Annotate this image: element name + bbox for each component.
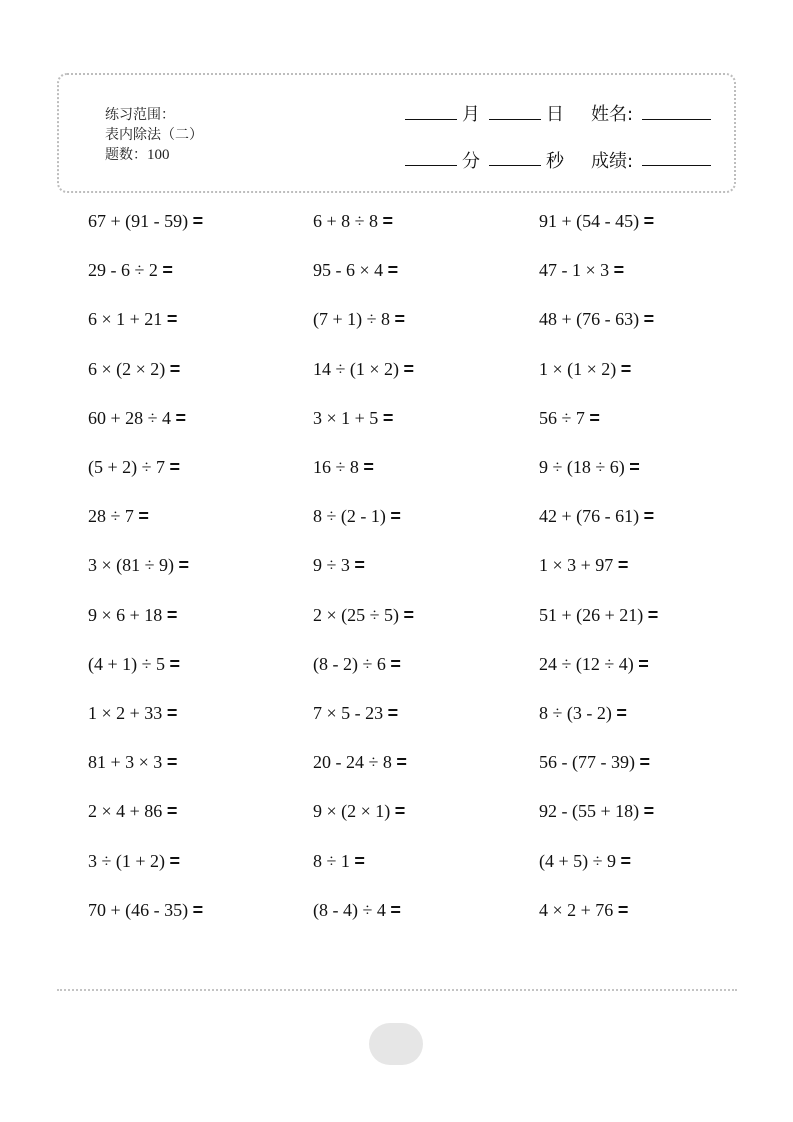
problem-item <box>313 359 414 379</box>
problem-item <box>539 309 654 329</box>
equals-sign: = <box>169 654 181 674</box>
minute-blank[interactable] <box>405 165 457 166</box>
problem-item <box>539 801 654 821</box>
problem-item <box>313 605 414 625</box>
problem-item <box>313 555 365 575</box>
equals-sign: = <box>620 851 632 871</box>
equals-sign: = <box>175 408 187 428</box>
problem-expression: 70 + (46 - 35) <box>88 900 189 920</box>
problem-item <box>313 851 365 871</box>
equals-sign: = <box>613 260 625 280</box>
problem-item <box>88 654 180 674</box>
problem-expression: 3 ÷ (1 + 2) <box>88 851 166 871</box>
problem-expression: 2 × 4 + 86 <box>88 801 163 821</box>
problem-expression: (4 + 1) ÷ 5 <box>88 654 166 674</box>
problem-expression: 7 × 5 - 23 <box>313 703 384 723</box>
equals-sign: = <box>166 605 178 625</box>
problem-expression: 47 - 1 × 3 <box>539 260 610 280</box>
equals-sign: = <box>396 752 407 772</box>
problem-item <box>88 506 149 526</box>
problem-expression: 4 × 2 + 76 <box>539 900 614 920</box>
month-blank[interactable] <box>405 119 457 120</box>
problem-item <box>88 457 180 477</box>
problem-item <box>88 555 189 575</box>
problem-item <box>88 900 203 920</box>
equals-sign: = <box>617 900 629 920</box>
month-label: 月 <box>462 104 480 125</box>
problem-expression: 48 + (76 - 63) <box>539 309 640 329</box>
problem-item <box>313 654 401 674</box>
problem-item <box>88 851 180 871</box>
problem-item <box>313 506 401 526</box>
equals-sign: = <box>354 851 365 871</box>
problem-expression: 6 × 1 + 21 <box>88 309 163 329</box>
problem-expression: 9 ÷ 3 <box>313 555 350 575</box>
equals-sign: = <box>643 211 655 231</box>
problem-item <box>539 359 631 379</box>
equals-sign: = <box>643 801 655 821</box>
problem-item <box>313 408 393 428</box>
problem-expression: 9 × 6 + 18 <box>88 605 163 625</box>
problem-expression: 28 ÷ 7 <box>88 506 134 526</box>
worksheet-info <box>105 105 203 165</box>
problem-expression: 8 ÷ 1 <box>313 851 350 871</box>
problem-item <box>539 408 600 428</box>
problem-expression: (7 + 1) ÷ 8 <box>313 309 391 329</box>
problem-expression: 1 × (1 × 2) <box>539 359 617 379</box>
equals-sign: = <box>192 900 204 920</box>
problem-expression: 6 + 8 ÷ 8 <box>313 211 379 231</box>
score-blank[interactable] <box>642 165 711 166</box>
problem-expression: (5 + 2) ÷ 7 <box>88 457 166 477</box>
equals-sign: = <box>169 359 181 379</box>
problem-item <box>88 408 186 428</box>
problem-item <box>88 309 177 329</box>
equals-sign: = <box>363 457 374 477</box>
problem-item <box>313 801 405 821</box>
problem-expression: 2 × (25 ÷ 5) <box>313 605 400 625</box>
equals-sign: = <box>387 703 399 723</box>
equals-sign: = <box>192 211 204 231</box>
equals-sign: = <box>647 605 659 625</box>
problem-expression: 67 + (91 - 59) <box>88 211 189 231</box>
equals-sign: = <box>178 555 190 575</box>
problem-item <box>313 260 398 280</box>
equals-sign: = <box>169 457 181 477</box>
problem-expression: 92 - (55 + 18) <box>539 801 640 821</box>
problem-item <box>539 605 658 625</box>
equals-sign: = <box>403 605 415 625</box>
problem-expression: (4 + 5) ÷ 9 <box>539 851 617 871</box>
problem-item <box>313 309 405 329</box>
problem-expression: 3 × 1 + 5 <box>313 408 379 428</box>
equals-sign: = <box>382 408 394 428</box>
problem-item <box>88 605 177 625</box>
problem-expression: 24 ÷ (12 ÷ 4) <box>539 654 634 674</box>
problem-expression: 1 × 3 + 97 <box>539 555 614 575</box>
problem-expression: 81 + 3 × 3 <box>88 752 163 772</box>
range-label: 练习范围： <box>105 107 175 123</box>
range-value: 表内除法（二） <box>105 127 203 143</box>
problem-item <box>539 851 631 871</box>
problem-expression: 9 ÷ (18 ÷ 6) <box>539 457 625 477</box>
problem-item <box>88 359 180 379</box>
equals-sign: = <box>643 506 655 526</box>
problem-expression: 56 ÷ 7 <box>539 408 585 428</box>
equals-sign: = <box>620 359 632 379</box>
equals-sign: = <box>589 408 600 428</box>
equals-sign: = <box>387 260 399 280</box>
problem-item <box>539 211 654 231</box>
problem-item <box>88 211 203 231</box>
problem-expression: (8 - 2) ÷ 6 <box>313 654 386 674</box>
problem-expression: 42 + (76 - 61) <box>539 506 640 526</box>
problem-item <box>88 260 173 280</box>
equals-sign: = <box>169 851 181 871</box>
day-label: 日 <box>546 104 564 125</box>
equals-sign: = <box>394 309 406 329</box>
name-label: 姓名: <box>591 104 634 125</box>
equals-sign: = <box>394 801 406 821</box>
count-line <box>105 145 203 165</box>
problem-expression: 1 × 2 + 33 <box>88 703 163 723</box>
problem-expression: 3 × (81 ÷ 9) <box>88 555 175 575</box>
page-number-badge <box>369 1023 423 1065</box>
problem-expression: 95 - 6 × 4 <box>313 260 384 280</box>
equals-sign: = <box>403 359 415 379</box>
problem-item <box>88 703 177 723</box>
equals-sign: = <box>354 555 365 575</box>
equals-sign: = <box>382 211 394 231</box>
problem-item <box>313 752 407 772</box>
problem-item <box>539 555 628 575</box>
problem-item <box>539 457 640 477</box>
problem-expression: 91 + (54 - 45) <box>539 211 640 231</box>
equals-sign: = <box>617 555 629 575</box>
problem-expression: 14 ÷ (1 × 2) <box>313 359 400 379</box>
equals-sign: = <box>166 309 178 329</box>
problem-expression: 16 ÷ 8 <box>313 457 359 477</box>
problem-expression: 8 ÷ (2 - 1) <box>313 506 386 526</box>
name-blank[interactable] <box>642 119 711 120</box>
second-label: 秒 <box>546 151 564 172</box>
minute-label: 分 <box>462 151 480 172</box>
problem-item <box>539 900 628 920</box>
equals-sign: = <box>166 703 178 723</box>
bottom-divider <box>57 989 737 991</box>
problem-expression: 51 + (26 + 21) <box>539 605 644 625</box>
problem-expression: 8 ÷ (3 - 2) <box>539 703 612 723</box>
equals-sign: = <box>629 457 640 477</box>
problem-expression: 56 - (77 - 39) <box>539 752 635 772</box>
problem-item <box>313 900 401 920</box>
count-label: 题数： <box>105 147 147 163</box>
score-label: 成绩: <box>591 151 634 172</box>
day-blank[interactable] <box>489 119 541 120</box>
equals-sign: = <box>616 703 627 723</box>
equals-sign: = <box>643 309 655 329</box>
problem-expression: 29 - 6 ÷ 2 <box>88 260 158 280</box>
equals-sign: = <box>390 506 401 526</box>
problem-item <box>539 752 650 772</box>
problem-item <box>539 703 627 723</box>
problem-expression: (8 - 4) ÷ 4 <box>313 900 386 920</box>
problem-expression: 9 × (2 × 1) <box>313 801 391 821</box>
equals-sign: = <box>138 506 149 526</box>
equals-sign: = <box>166 752 178 772</box>
second-blank[interactable] <box>489 165 541 166</box>
equals-sign: = <box>390 654 401 674</box>
problem-item <box>539 654 649 674</box>
problem-item <box>313 457 374 477</box>
problem-expression: 20 - 24 ÷ 8 <box>313 752 392 772</box>
problem-item <box>313 211 393 231</box>
equals-sign: = <box>390 900 401 920</box>
problem-item <box>313 703 398 723</box>
worksheet-header <box>57 73 736 193</box>
equals-sign: = <box>162 260 173 280</box>
problem-item <box>88 752 177 772</box>
problem-expression: 60 + 28 ÷ 4 <box>88 408 172 428</box>
problem-item <box>88 801 177 821</box>
count-value: 100 <box>147 147 170 163</box>
equals-sign: = <box>166 801 178 821</box>
problem-item <box>539 260 624 280</box>
equals-sign: = <box>639 752 650 772</box>
problem-expression: 6 × (2 × 2) <box>88 359 166 379</box>
problem-item <box>539 506 654 526</box>
equals-sign: = <box>638 654 649 674</box>
